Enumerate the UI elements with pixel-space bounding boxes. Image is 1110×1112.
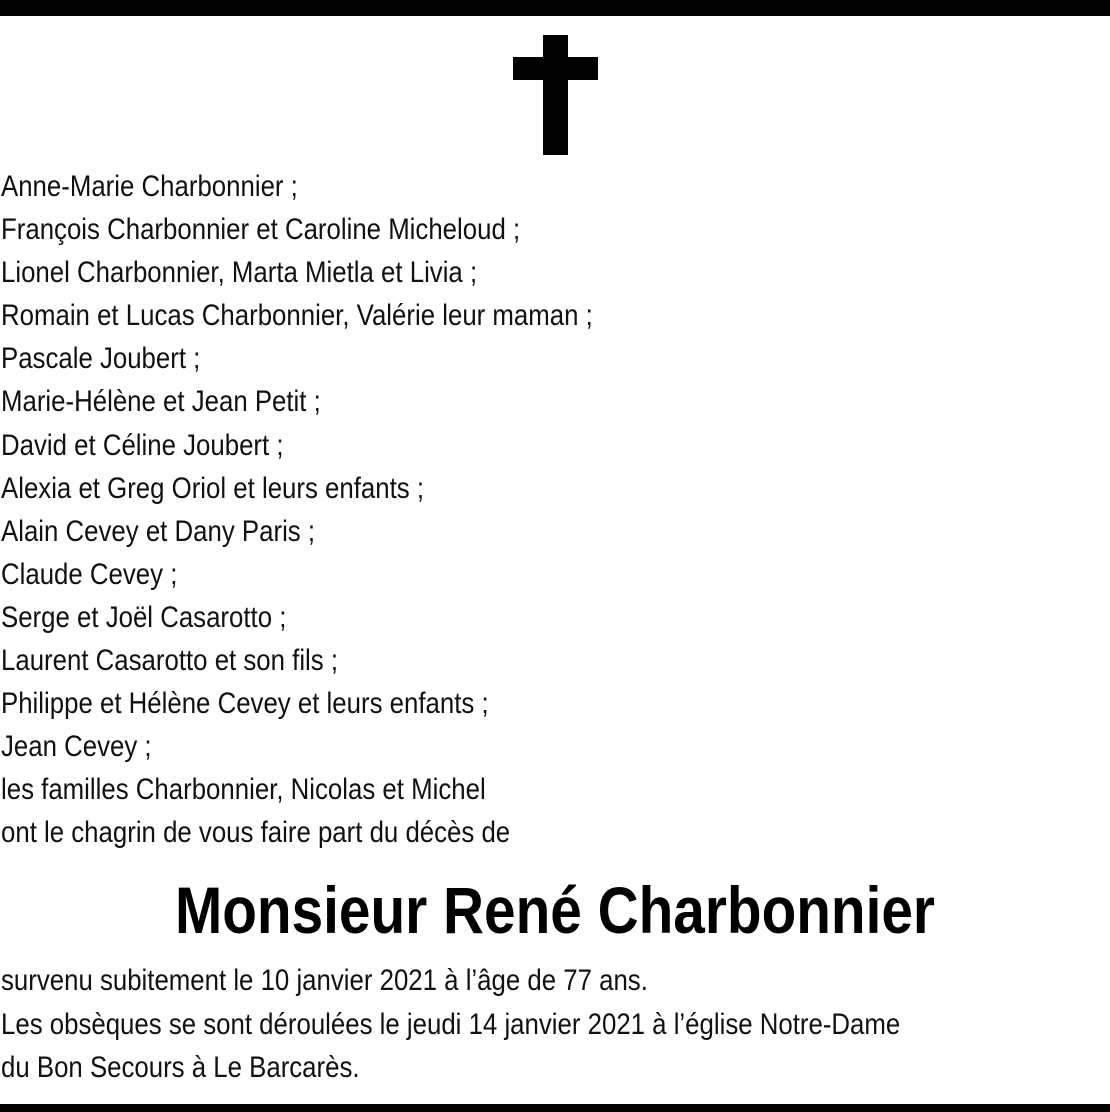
family-line: Laurent Casarotto et son fils ; — [1, 644, 339, 678]
family-line: Marie-Hélène et Jean Petit ; — [1, 385, 321, 419]
bottom-border — [0, 1104, 1110, 1112]
family-line: Anne-Marie Charbonnier ; — [1, 170, 298, 203]
family-line: Serge et Joël Casarotto ; — [1, 600, 287, 634]
family-line: les familles Charbonnier, Nicolas et Michel — [1, 773, 486, 807]
details-line: survenu subitement le 10 janvier 2021 à l’âge de 77 ans. — [1, 964, 648, 997]
family-line: François Charbonnier et Caroline Micheloud ; — [1, 213, 521, 247]
family-line: David et Céline Joubert ; — [1, 428, 284, 462]
family-list — [1, 165, 689, 855]
family-line: Philippe et Hélène Cevey et leurs enfants ; — [1, 687, 489, 721]
deceased-name: Monsieur René Charbonnier — [174, 873, 936, 947]
family-line: Pascale Joubert ; — [1, 342, 201, 376]
family-line: ont le chagrin de vous faire part du décès de — [1, 816, 511, 850]
top-border — [0, 0, 1110, 16]
details-line: Les obsèques se sont déroulées le jeudi 14 janvier 2021 à l’église Notre-Dame — [1, 1007, 901, 1041]
funeral-details — [1, 959, 1047, 1090]
family-line: Alexia et Greg Oriol et leurs enfants ; — [1, 471, 425, 505]
details-line: du Bon Secours à Le Barcarès. — [1, 1051, 360, 1084]
family-line: Romain et Lucas Charbonnier, Valérie leur maman ; — [1, 299, 593, 333]
cross-icon — [513, 35, 598, 155]
family-line: Claude Cevey ; — [1, 557, 178, 591]
family-line: Alain Cevey et Dany Paris ; — [1, 514, 316, 548]
family-line: Jean Cevey ; — [1, 730, 152, 764]
family-line: Lionel Charbonnier, Marta Mietla et Livia ; — [1, 256, 478, 290]
